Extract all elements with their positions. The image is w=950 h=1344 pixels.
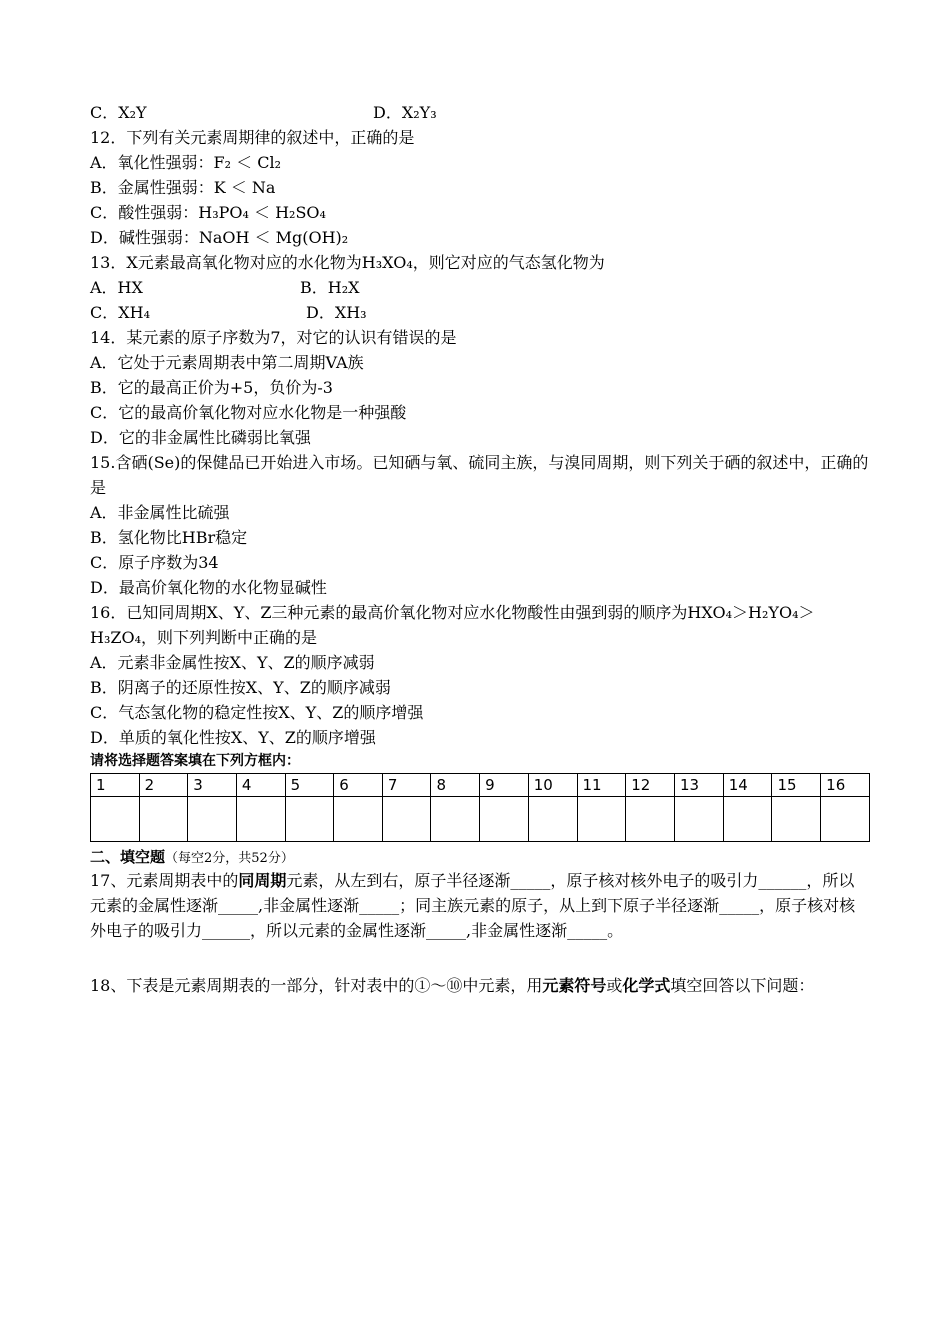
q17-bold-1: 同周期 [238,871,287,890]
answer-number: 14 [723,774,772,797]
q17-text-2: 元素，从左到右，原子半径逐渐_____，原子核对核外电子的吸引力______，所以元素的金属性逐渐_____,非金属性逐渐_____；同主族元素的原子，从上到下原子半径逐渐_____，原子核对核外电子的吸引力______，所以元素的金属性逐渐_____,非金属性逐渐_____。 [90,871,856,940]
q14-stem: 14．某元素的原子序数为7，对它的认识有错误的是 [90,328,457,347]
answer-number: 9 [480,774,529,797]
q14-option-d: D．它的非金属性比磷弱比氧强 [90,428,311,447]
answer-number: 10 [528,774,577,797]
q16-option-a: A．元素非金属性按X、Y、Z的顺序减弱 [90,653,375,672]
answer-number: 8 [431,774,480,797]
answer-cell[interactable] [723,797,772,842]
q18-bold-2: 化学式 [622,976,671,995]
q15-option-a: A．非金属性比硫强 [90,503,230,522]
answer-number: 1 [91,774,140,797]
answer-number: 4 [236,774,285,797]
question-14 [90,325,870,450]
q16-option-d: D．单质的氧化性按X、Y、Z的顺序增强 [90,728,376,747]
question-18 [90,973,870,998]
q13-option-d: D．XH₃ [306,303,367,322]
q14-option-b: B．它的最高正价为+5，负价为-3 [90,378,333,397]
q15-stem: 15.含硒(Se)的保健品已开始进入市场。已知硒与氧、硫同主族，与溴同周期，则下列关于硒的叙述中，正确的是 [90,453,869,497]
q11-option-c: C．X₂Y [90,103,147,122]
answer-number: 6 [334,774,383,797]
answer-grid-blank-row [91,797,870,842]
q12-option-b: B．金属性强弱：K ＜ Na [90,178,276,197]
answer-number: 7 [382,774,431,797]
answer-cell[interactable] [577,797,626,842]
answer-number: 3 [188,774,237,797]
answer-number: 16 [821,774,870,797]
spacer [90,943,870,973]
section-2-title: 二、填空题 [90,848,166,866]
answer-number: 15 [772,774,821,797]
q14-option-c: C．它的最高价氧化物对应水化物是一种强酸 [90,403,407,422]
section-2-note: （每空2分，共52分） [165,851,294,866]
q16-option-b: B．阴离子的还原性按X、Y、Z的顺序减弱 [90,678,391,697]
q11-option-d: D．X₂Y₃ [373,103,437,122]
question-15 [90,450,870,600]
answer-number: 13 [674,774,723,797]
answer-box-prompt: 请将选择题答案填在下列方框内： [90,753,300,769]
q14-option-a: A．它处于元素周期表中第二周期VA族 [90,353,364,372]
q12-option-d: D．碱性强弱：NaOH ＜ Mg(OH)₂ [90,228,349,247]
question-17 [90,868,870,943]
q12-option-c: C．酸性强弱：H₃PO₄ ＜ H₂SO₄ [90,203,326,222]
q16-option-c: C．气态氢化物的稳定性按X、Y、Z的顺序增强 [90,703,424,722]
q17-text-1: 17、元素周期表中的 [90,871,239,890]
q13-option-b: B．H₂X [300,278,360,297]
answer-number: 12 [626,774,675,797]
exam-page [90,100,870,998]
answer-cell[interactable] [188,797,237,842]
q13-option-c: C．XH₄ [90,303,151,322]
q15-option-b: B．氢化物比HBr稳定 [90,528,248,547]
answer-cell[interactable] [480,797,529,842]
answer-cell[interactable] [334,797,383,842]
answer-number: 2 [139,774,188,797]
q13-options-ab [90,275,870,300]
answer-cell[interactable] [772,797,821,842]
section-2-heading [90,846,870,868]
q18-text-2: 或 [606,976,623,995]
answer-grid [90,773,870,842]
question-13 [90,250,870,325]
answer-cell[interactable] [431,797,480,842]
q18-bold-1: 元素符号 [542,976,607,995]
answer-cell[interactable] [139,797,188,842]
q13-stem: 13．X元素最高氧化物对应的水化物为H₃XO₄，则它对应的气态氢化物为 [90,253,605,272]
answer-cell[interactable] [626,797,675,842]
q13-option-a: A．HX [90,278,143,297]
q18-text-3: 填空回答以下问题： [670,976,815,995]
question-12 [90,125,870,250]
answer-cell[interactable] [91,797,140,842]
answer-cell[interactable] [382,797,431,842]
q15-option-d: D．最高价氧化物的水化物显碱性 [90,578,327,597]
q11-options-cd [90,100,870,125]
q12-stem: 12．下列有关元素周期律的叙述中，正确的是 [90,128,415,147]
q18-text-1: 18、下表是元素周期表的一部分，针对表中的①～⑩中元素，用 [90,976,543,995]
q16-stem: 16．已知同周期X、Y、Z三种元素的最高价氧化物对应水化物酸性由强到弱的顺序为HXO₄＞H₂YO₄＞H₃ZO₄，则下列判断中正确的是 [90,603,815,647]
question-16 [90,600,870,750]
q15-option-c: C．原子序数为34 [90,553,219,572]
answer-cell[interactable] [285,797,334,842]
answer-cell[interactable] [821,797,870,842]
answer-number: 11 [577,774,626,797]
answer-cell[interactable] [674,797,723,842]
answer-number: 5 [285,774,334,797]
q12-option-a: A．氧化性强弱：F₂ ＜ Cl₂ [90,153,282,172]
q13-options-cd [90,300,870,325]
answer-cell[interactable] [236,797,285,842]
answer-cell[interactable] [528,797,577,842]
answer-grid-header-row [91,774,870,797]
